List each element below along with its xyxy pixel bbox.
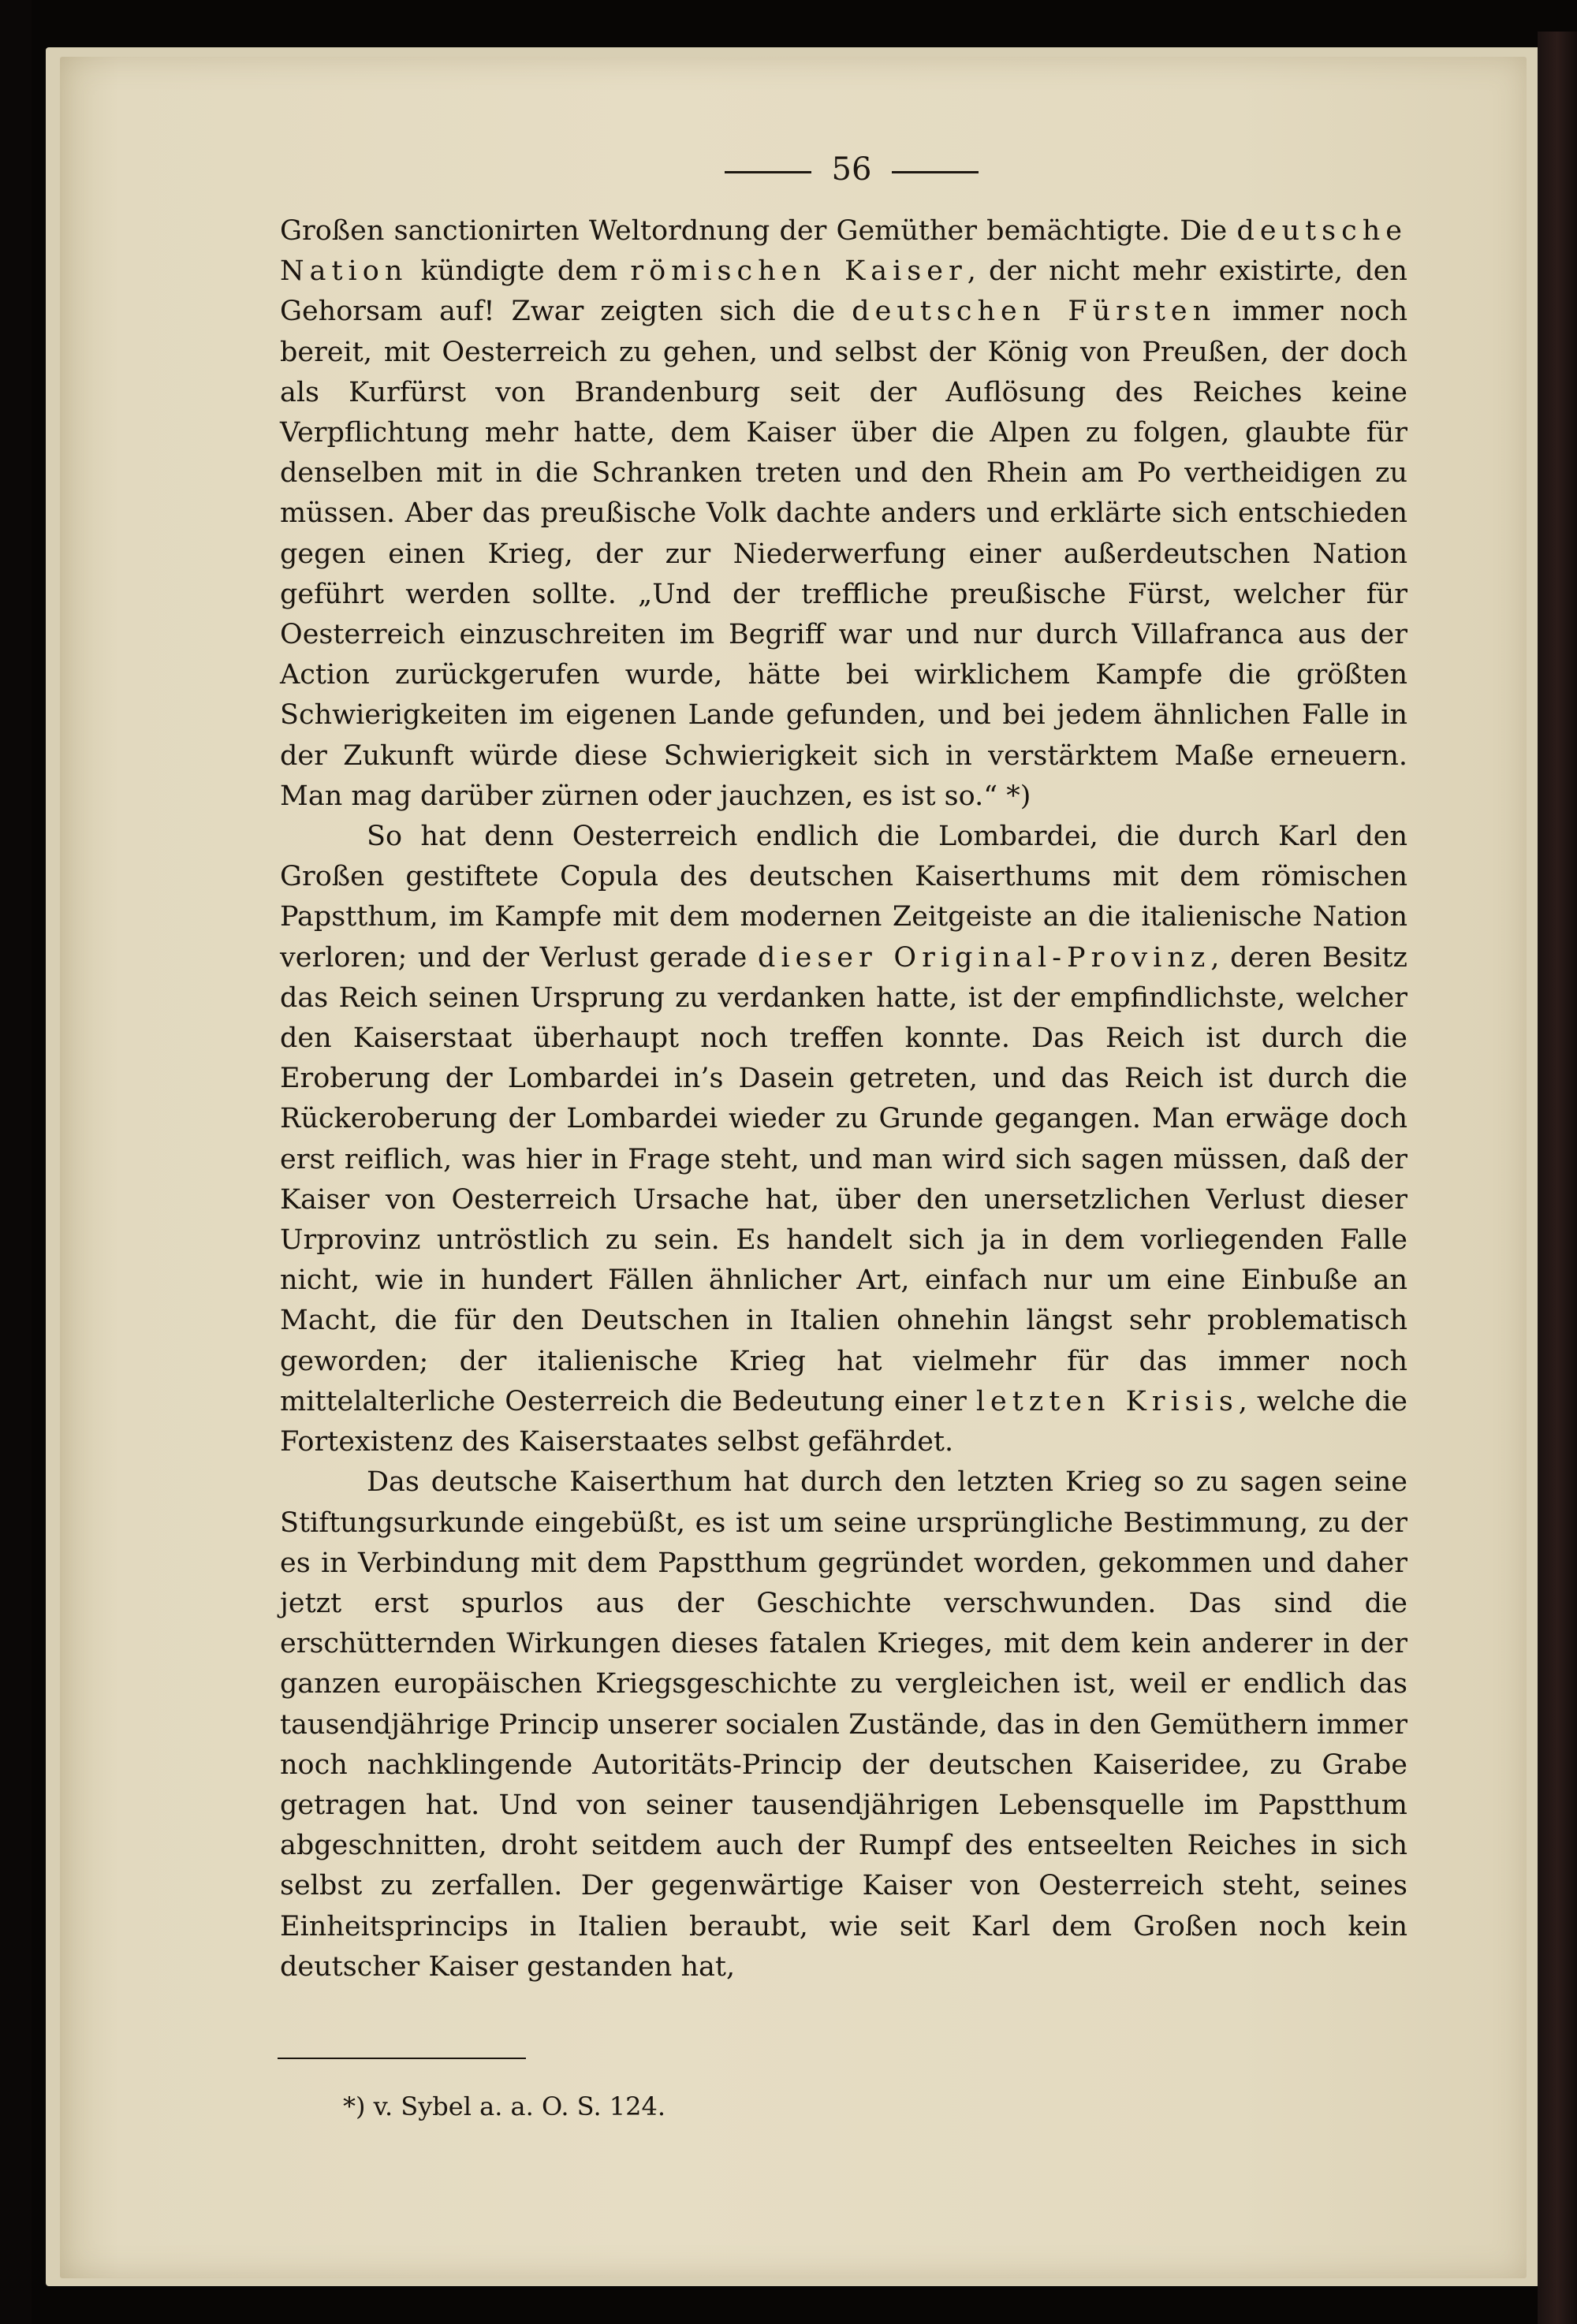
spaced-emphasis: deutsche Nation: [280, 215, 1407, 288]
spaced-emphasis: dieser Original-Provinz: [758, 941, 1211, 974]
book-cover-left: [0, 0, 32, 2324]
page-number-header: [694, 146, 1009, 193]
paragraph: Großen sanctionirten Weltordnung der Gemüther bemächtigte. Die deutsche Nation kündigte dem römischen Kaiser, der nicht mehr existirte, den Gehorsam auf! Zwar zeigten sich die deutschen Fürsten immer noch bereit, mit Oesterreich zu gehen, und selbst der König von Preußen, der doch als Kurfürst von Brandenburg seit der Auflösung des Reiches keine Verpflichtung mehr hatte, dem Kaiser über die Alpen zu folgen, glaubte für denselben mit in die Schranken treten und den Rhein am Po vertheidigen zu müssen. Aber das preußische Volk dachte anders und erklärte sich entschieden gegen einen Krieg, der zur Niederwerfung einer außerdeutschen Nation geführt werden sollte. „Und der treffliche preußische Fürst, welcher für Oesterreich einzuschreiten im Begriff war und nur durch Villafranca aus der Action zurückgerufen wurde, hätte bei wirklichem Kampfe die größten Schwierigkeiten im eigenen Lande gefunden, und bei jedem ähnlichen Falle in der Zukunft würde diese Schwierigkeit sich in verstärktem Maße erneuern. Man mag darüber zürnen oder jauchzen, es ist so.“ *): [280, 215, 1407, 812]
footnote-rule: [278, 2058, 526, 2059]
book-cover-right: [1538, 32, 1577, 2324]
paragraph: Das deutsche Kaiserthum hat durch den letzten Krieg so zu sagen seine Stiftungsurkunde eingebüßt, es ist um seine ursprüngliche Bestimmung, zu der es in Verbindung mit dem Papstthum gegründet worden, gekommen und daher jetzt erst spurlos aus der Geschichte verschwunden. Das sind die erschütternden Wirkungen dieses fatalen Krieges, mit dem kein anderer in der ganzen europäischen Kriegsgeschichte zu vergleichen ist, weil er endlich das tausendjährige Princip unserer socialen Zustände, das in den Gemüthern immer noch nachklingende Autoritäts-Princip der deutschen Kaiseridee, zu Grabe getragen hat. Und von seiner tausendjährigen Lebensquelle im Papstthum abgeschnitten, droht seitdem auch der Rumpf des entseelten Reiches in sich selbst zu zerfallen. Der gegenwärtige Kaiser von Oesterreich steht, seines Einheitsprincips in Italien beraubt, wie seit Karl dem Großen noch kein deutscher Kaiser gestanden hat,: [280, 1466, 1407, 1983]
page-number: 56: [831, 151, 872, 188]
folio-dash-right: [892, 171, 979, 173]
spaced-emphasis: römischen Kaiser: [630, 255, 967, 288]
folio-dash-left: [725, 171, 811, 173]
paragraph: So hat denn Oesterreich endlich die Lombardei, die durch Karl den Großen gestiftete Copula des deutschen Kaiserthums mit dem römischen Papstthum, im Kampfe mit dem modernen Zeitgeiste an die italienische Nation verloren; und der Verlust gerade dieser Original-Provinz, deren Besitz das Reich seinen Ursprung zu verdanken hatte, ist der empfindlichste, welcher den Kaiserstaat überhaupt noch treffen konnte. Das Reich ist durch die Eroberung der Lombardei in’s Dasein getreten, und das Reich ist durch die Rückeroberung der Lombardei wieder zu Grunde gegangen. Man erwäge doch erst reiflich, was hier in Frage steht, und man wird sich sagen müssen, daß der Kaiser von Oesterreich Ursache hat, über den unersetzlichen Verlust dieser Urprovinz untröstlich zu sein. Es handelt sich ja in dem vorliegenden Falle nicht, wie in hundert Fällen ähnlicher Art, einfach nur um eine Einbuße an Macht, die für den Deutschen in Italien ohnehin längst sehr problematisch geworden; der italienische Krieg hat vielmehr für das immer noch mittelalterliche Oesterreich die Bedeutung einer letzten Krisis, welche die Fortexistenz des Kaiserstaates selbst gefährdet.: [280, 821, 1407, 1458]
footnote: *) v. Sybel a. a. O. S. 124.: [343, 2091, 666, 2121]
spaced-emphasis: letzten Krisis: [975, 1385, 1239, 1417]
spaced-emphasis: deutschen Fürsten: [852, 296, 1217, 328]
body-text: [280, 211, 1407, 1987]
